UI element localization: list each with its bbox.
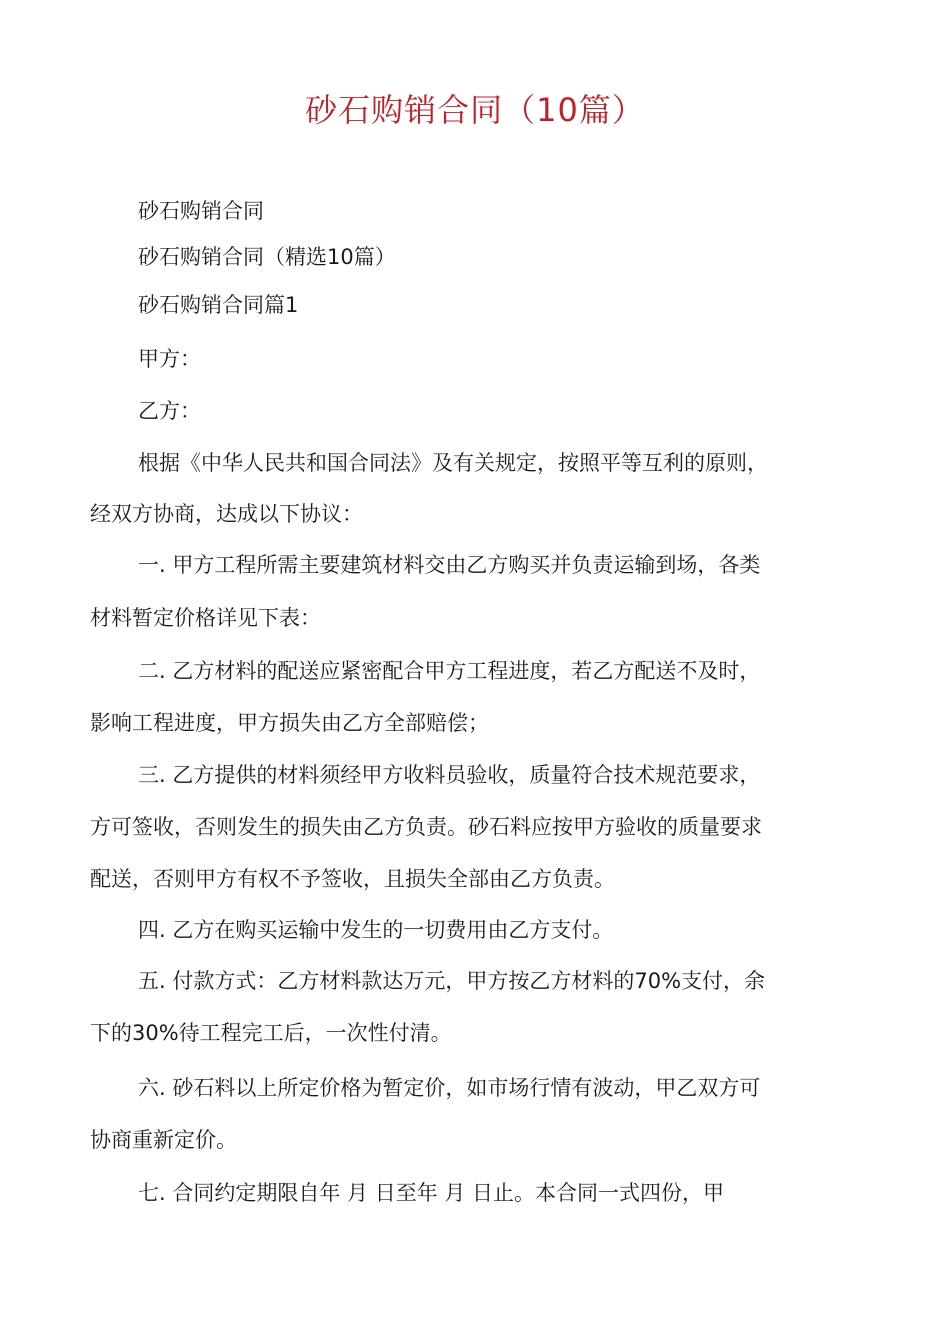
clause-3-line1: 三. 乙方提供的材料须经甲方收料员验收，质量符合技术规范要求， <box>138 763 761 787</box>
clause-1-line1: 一. 甲方工程所需主要建筑材料交由乙方购买并负责运输到场，各类 <box>138 553 761 577</box>
subheading-selection: 砂石购销合同（精选10篇） <box>138 245 396 269</box>
clause-5-line1: 五. 付款方式：乙方材料款达万元，甲方按乙方材料的70%支付，余 <box>138 969 766 993</box>
clause-2-line2: 影响工程进度，甲方损失由乙方全部赔偿； <box>90 711 489 735</box>
section-heading: 砂石购销合同篇1 <box>138 293 299 317</box>
subheading-contract: 砂石购销合同 <box>138 199 264 223</box>
clause-4-line1: 四. 乙方在购买运输中发生的一切费用由乙方支付。 <box>138 918 614 942</box>
party-b-label: 乙方： <box>138 399 201 423</box>
clause-6-line2: 协商重新定价。 <box>90 1128 237 1152</box>
clause-3-line3: 配送，否则甲方有权不予签收，且损失全部由乙方负责。 <box>90 867 615 891</box>
clause-3-line2: 方可签收，否则发生的损失由乙方负责。砂石料应按甲方验收的质量要求 <box>90 815 762 839</box>
clause-2-line1: 二. 乙方材料的配送应紧密配合甲方工程进度，若乙方配送不及时， <box>138 659 761 683</box>
paragraph-preamble-line2: 经双方协商，达成以下协议： <box>90 502 363 526</box>
document-title: 砂石购销合同（10篇） <box>305 91 645 129</box>
clause-1-line2: 材料暂定价格详见下表： <box>90 606 321 630</box>
clause-6-line1: 六. 砂石料以上所定价格为暂定价，如市场行情有波动，甲乙双方可 <box>138 1076 761 1100</box>
paragraph-preamble-line1: 根据《中华人民共和国合同法》及有关规定，按照平等互利的原则， <box>138 451 768 475</box>
party-a-label: 甲方： <box>138 347 201 371</box>
clause-7-line1: 七. 合同约定期限自年 月 日至年 月 日止。本合同一式四份，甲 <box>138 1181 725 1205</box>
clause-5-line2: 下的30%待工程完工后，一次性付清。 <box>90 1021 452 1045</box>
